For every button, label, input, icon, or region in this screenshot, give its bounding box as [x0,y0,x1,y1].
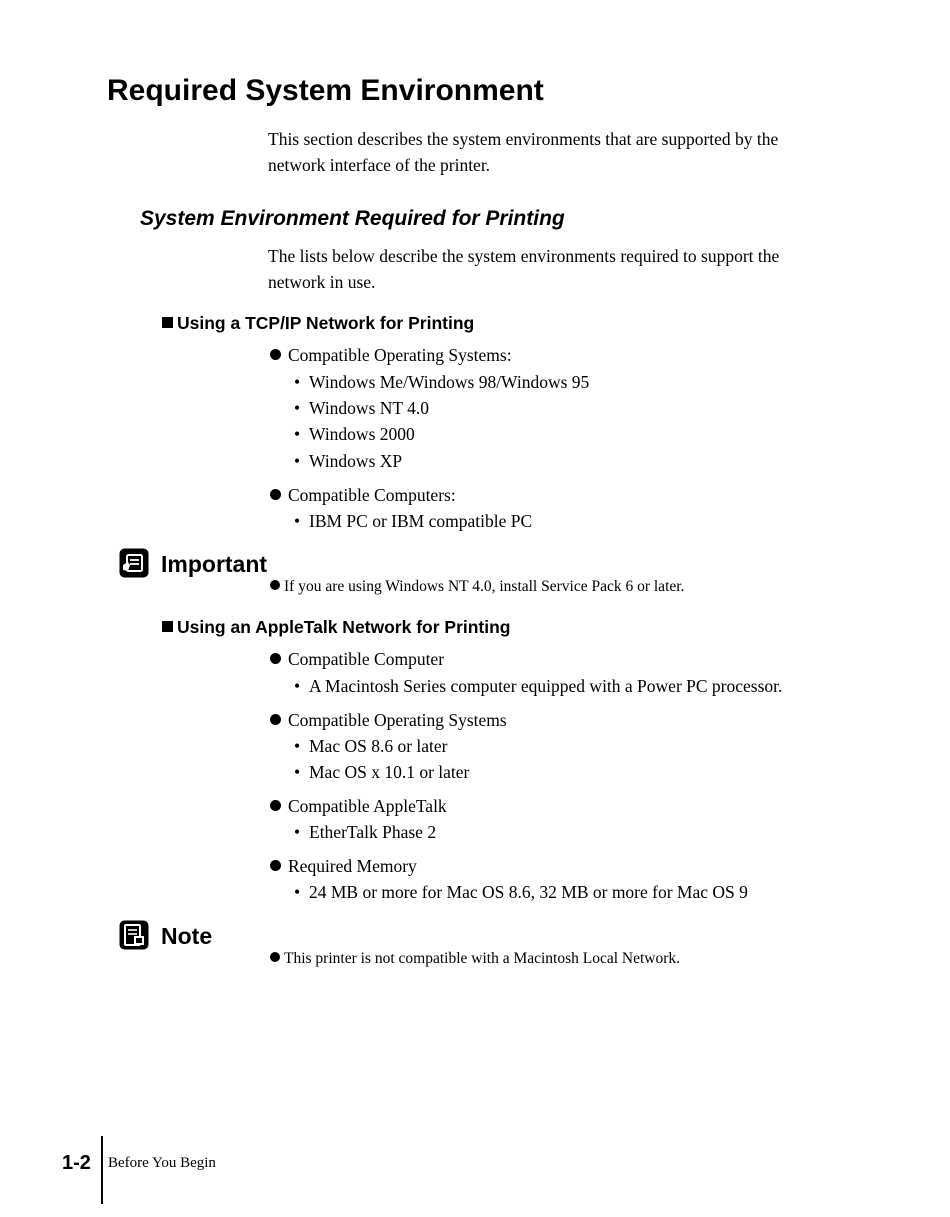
important-icon [119,548,149,578]
list-item: • Windows NT 4.0 [294,398,430,418]
square-bullet-icon [162,621,173,632]
appletalk-memory-bullet: Required Memory [270,855,417,877]
bullet-dot-icon [270,489,281,500]
bullet-dot-icon [270,349,281,360]
important-text: If you are using Windows NT 4.0, install Service Pack 6 or later. [270,578,684,596]
tcpip-os-bullet: Compatible Operating Systems: [270,344,512,366]
printing-intro-paragraph: The lists below describe the system environments required to support the network in use. [268,246,780,292]
bullet-dot-icon [270,800,281,811]
bullet-dot-icon [270,952,280,962]
page-number: 1-2 [62,1152,91,1174]
list-item: • EtherTalk Phase 2 [294,822,437,842]
important-label: Important [161,551,268,577]
bullet-dot-icon [270,653,281,664]
list-item: • Mac OS 8.6 or later [294,736,448,756]
tcpip-computers-bullet: Compatible Computers: [270,484,456,506]
section-title-printing: System Environment Required for Printing [140,207,565,230]
appletalk-os-bullet: Compatible Operating Systems [270,709,507,731]
note-text: This printer is not compatible with a Macintosh Local Network. [270,950,680,968]
tcpip-heading: Using a TCP/IP Network for Printing [162,313,474,334]
chapter-title: Before You Begin [108,1155,216,1171]
note-icon [119,920,149,950]
bullet-dot-icon [270,580,280,590]
footer-divider [101,1136,103,1204]
appletalk-heading: Using an AppleTalk Network for Printing [162,617,511,638]
list-item: • IBM PC or IBM compatible PC [294,511,533,531]
bullet-dot-icon [270,860,281,871]
list-item: • Windows XP [294,451,403,471]
page-title: Required System Environment [107,74,544,107]
list-item: • Mac OS x 10.1 or later [294,762,470,782]
appletalk-appletalk-bullet: Compatible AppleTalk [270,795,447,817]
list-item: • Windows Me/Windows 98/Windows 95 [294,372,590,392]
list-item: • 24 MB or more for Mac OS 8.6, 32 MB or more for Mac OS 9 [294,882,748,902]
note-label: Note [161,923,213,949]
appletalk-computer-bullet: Compatible Computer [270,648,444,670]
bullet-dot-icon [270,714,281,725]
list-item: • Windows 2000 [294,424,415,444]
list-item: • A Macintosh Series computer equipped with a Power PC processor. [294,676,783,696]
intro-paragraph: This section describes the system environments that are supported by the network interface of the printer. [268,129,779,175]
square-bullet-icon [162,317,173,328]
